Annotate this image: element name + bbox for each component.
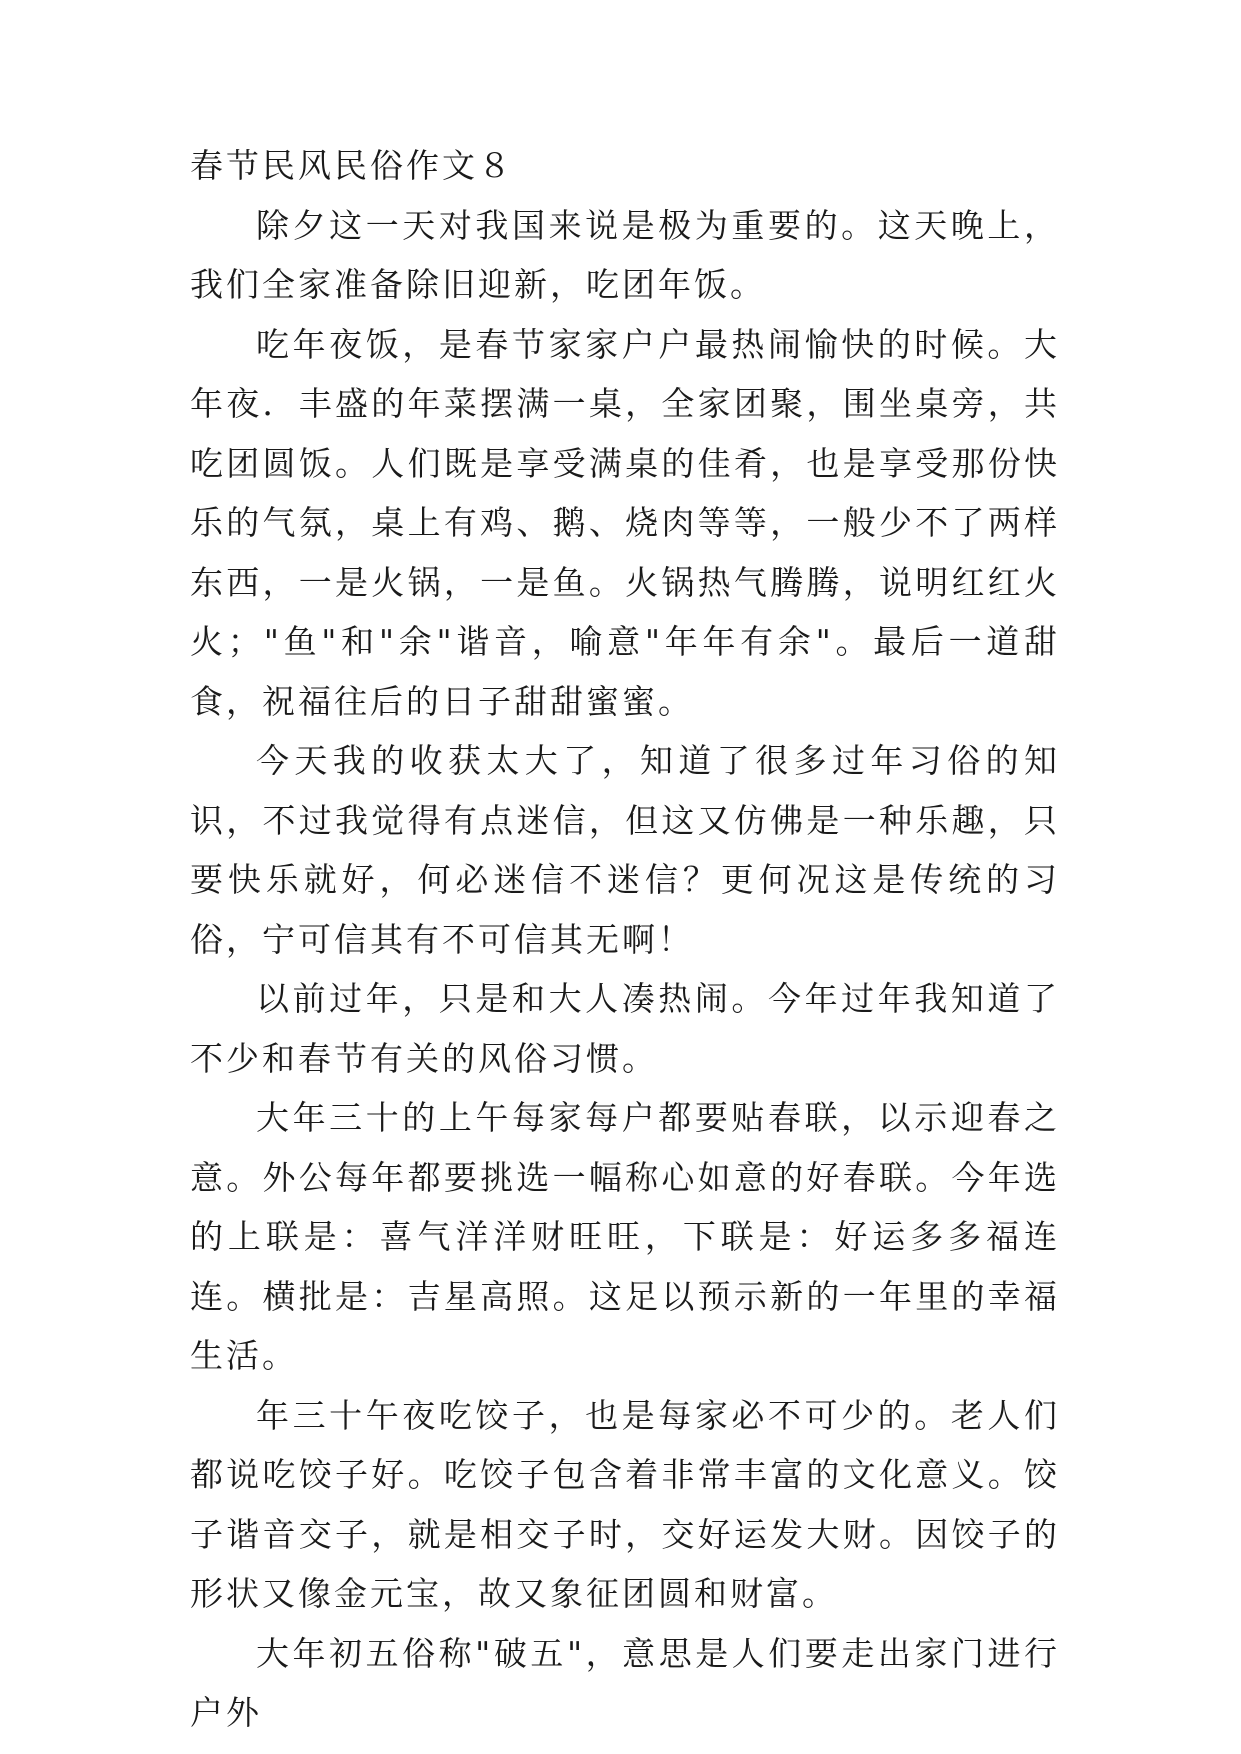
paragraph-7: 大年初五俗称"破五"，意思是人们要走出家门进行户外 [190,1633,1060,1732]
paragraph-2: 吃年夜饭，是春节家家户户最热闹愉快的时候。大年夜．丰盛的年菜摆满一桌，全家团聚，围坐桌旁，共吃团圆饭。人们既是享受满桌的佳肴，也是享受那份快乐的气氛，桌上有鸡、鹅、烧肉等等，一般少不了两样东西，一是火锅，一是鱼。火锅热气腾腾，说明红红火火；"鱼"和"余"谐音，喻意"年年有余"。最后一道甜食，祝福往后的日子甜甜蜜蜜。 [190,324,1060,721]
paragraph-3: 今天我的收获太大了，知道了很多过年习俗的知识，不过我觉得有点迷信，但这又仿佛是一种乐趣，只要快乐就好，何必迷信不迷信？更何况这是传统的习俗，宁可信其有不可信其无啊！ [190,741,1060,959]
paragraph-1: 除夕这一天对我国来说是极为重要的。这天晚上，我们全家准备除旧迎新，吃团年饭。 [190,205,1060,304]
document-page [190,136,1060,1743]
paragraph-6: 年三十午夜吃饺子，也是每家必不可少的。老人们都说吃饺子好。吃饺子包含着非常丰富的文化意义。饺子谐音交子，就是相交子时，交好运发大财。因饺子的形状又像金元宝，故又象征团圆和财富。 [190,1395,1060,1613]
paragraph-4: 以前过年，只是和大人凑热闹。今年过年我知道了不少和春节有关的风俗习惯。 [190,979,1060,1078]
document-title: 春节民风民俗作文８ [190,146,514,185]
paragraph-5: 大年三十的上午每家每户都要贴春联，以示迎春之意。外公每年都要挑选一幅称心如意的好春联。今年选的上联是：喜气洋洋财旺旺，下联是：好运多多福连连。横批是：吉星高照。这足以预示新的一年里的幸福生活。 [190,1098,1060,1375]
